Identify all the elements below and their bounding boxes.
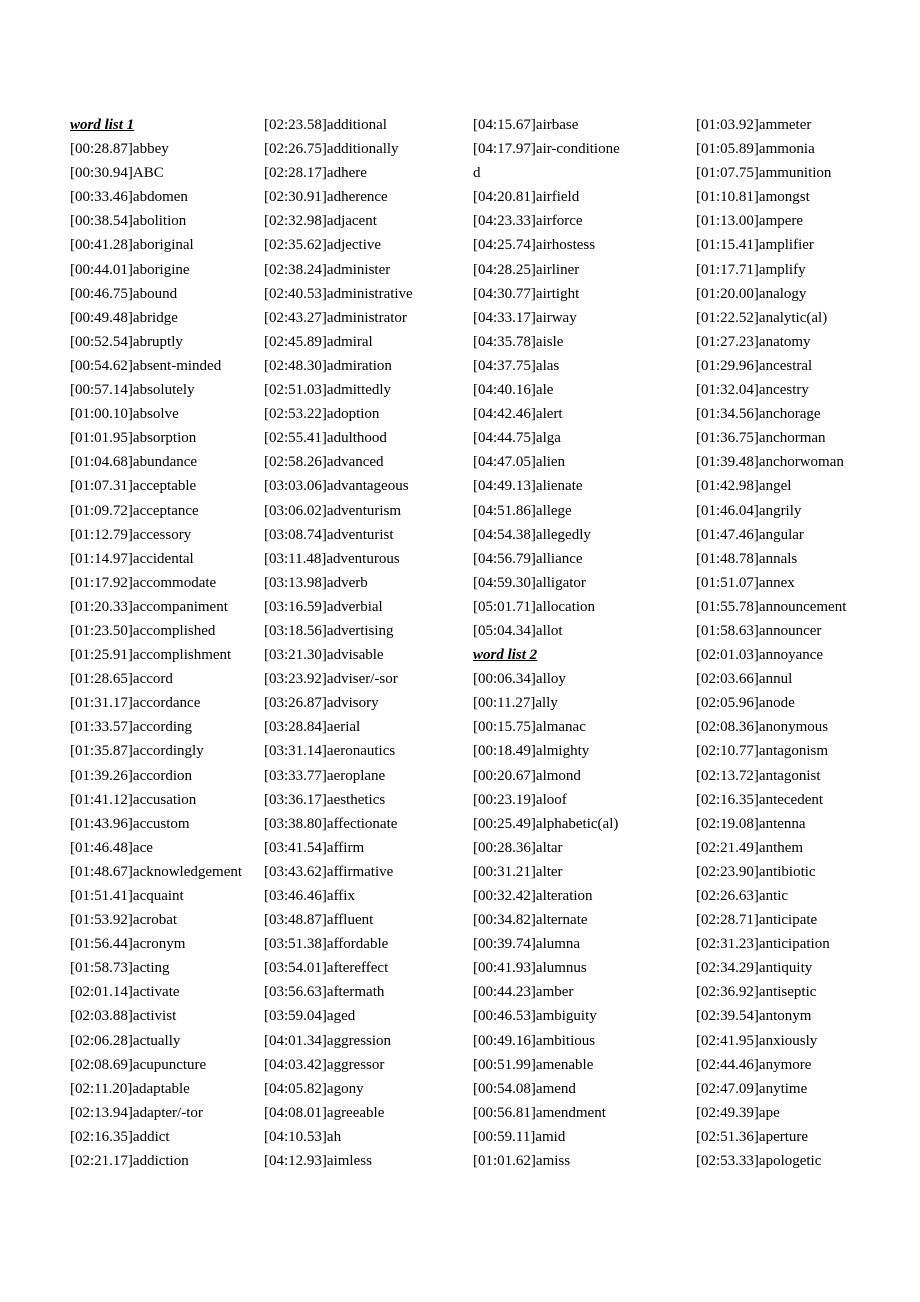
word-entry: [02:16.35]antecedent xyxy=(696,791,824,808)
word-entry: [02:23.90]antibiotic xyxy=(696,863,816,880)
word-entry: [04:30.77]airtight xyxy=(473,285,580,302)
word-entry: [03:21.30]advisable xyxy=(264,647,384,664)
word-entry: [04:40.16]ale xyxy=(473,382,554,399)
word-entry: [01:27.23]anatomy xyxy=(696,333,811,350)
word-entry: [01:10.81]amongst xyxy=(696,189,810,206)
word-entry: [02:21.49]anthem xyxy=(696,839,804,856)
word-entry: [00:44.23]amber xyxy=(473,984,574,1001)
word-entry: [01:48.78]annals xyxy=(696,550,798,567)
word-entry: [02:28.17]adhere xyxy=(264,165,367,182)
word-entry: [03:51.38]affordable xyxy=(264,936,389,953)
word-entry: [01:58.73]acting xyxy=(70,960,170,977)
word-entry: [04:10.53]ah xyxy=(264,1128,342,1145)
word-entry: [00:32.42]alteration xyxy=(473,888,593,904)
word-entry: [01:32.04]ancestry xyxy=(696,382,809,399)
word-entry: [01:33.57]according xyxy=(70,719,193,736)
word-entry: [02:13.94]adapter/-tor xyxy=(70,1104,203,1121)
word-entry: [03:06.02]adventurism xyxy=(264,502,402,519)
word-column-4 xyxy=(696,113,846,1173)
word-entry: [03:13.98]adverb xyxy=(264,574,368,591)
word-entry: [00:49.48]abridge xyxy=(70,309,178,326)
word-entry: [01:23.50]accomplished xyxy=(70,622,216,639)
word-entry: [02:58.26]advanced xyxy=(264,454,384,471)
word-entry: [00:39.74]alumna xyxy=(473,936,581,953)
word-entry: [01:15.41]amplifier xyxy=(696,237,814,254)
word-entry: [01:07.31]acceptable xyxy=(70,478,197,495)
word-entry: [01:07.75]ammunition xyxy=(696,165,832,182)
word-entry: [03:16.59]adverbial xyxy=(264,598,383,615)
word-entry: [01:58.63]announcer xyxy=(696,622,822,639)
word-entry: [01:05.89]ammonia xyxy=(696,141,815,158)
word-entry: [01:53.92]acrobat xyxy=(70,912,178,929)
word-entry: [02:45.89]admiral xyxy=(264,333,373,350)
word-entry: [04:12.93]aimless xyxy=(264,1153,372,1170)
word-entry: [00:44.01]aborigine xyxy=(70,261,190,278)
word-entry: [01:28.65]accord xyxy=(70,671,173,688)
word-entry: [02:36.92]antiseptic xyxy=(696,984,817,1001)
word-entry: [00:30.94]ABC xyxy=(70,165,164,182)
word-entry: [00:06.34]alloy xyxy=(473,671,566,688)
word-entry: [01:20.00]analogy xyxy=(696,285,807,302)
word-entry: [03:31.14]aeronautics xyxy=(264,743,396,760)
word-entry: [01:14.97]accidental xyxy=(70,550,194,567)
word-entry: [01:20.33]accompaniment xyxy=(70,598,228,615)
word-entry: [02:39.54]antonym xyxy=(696,1008,812,1025)
word-entry: [02:47.09]anytime xyxy=(696,1080,808,1097)
word-entry: [00:25.49]alphabetic(al) xyxy=(473,815,619,832)
word-entry: [00:54.62]absent-minded xyxy=(70,357,222,374)
word-entry: [03:08.74]adventurist xyxy=(264,526,394,543)
word-entry: [01:34.56]anchorage xyxy=(696,406,821,423)
word-entry: [02:01.14]activate xyxy=(70,984,180,1001)
word-entry: [02:49.39]ape xyxy=(696,1104,780,1121)
word-entry: [02:38.24]administer xyxy=(264,261,391,278)
word-entry: [04:15.67]airbase xyxy=(473,117,579,133)
word-entry: [05:04.34]allot xyxy=(473,622,563,639)
word-entry: [01:46.04]angrily xyxy=(696,502,802,519)
word-entry: [02:11.20]adaptable xyxy=(70,1080,190,1097)
word-entry: [02:08.36]anonymous xyxy=(696,719,829,736)
word-entry: [03:38.80]affectionate xyxy=(264,815,398,832)
word-entry: [03:26.87]advisory xyxy=(264,695,379,712)
word-entry: [02:44.46]anymore xyxy=(696,1056,812,1073)
word-entry: [03:48.87]affluent xyxy=(264,912,374,929)
word-entry: [04:23.33]airforce xyxy=(473,213,583,230)
word-entry: [04:37.75]alas xyxy=(473,357,560,374)
word-entry: [02:48.30]admiration xyxy=(264,357,392,374)
word-entry: [04:01.34]aggression xyxy=(264,1032,392,1049)
word-entry: [01:51.07]annex xyxy=(696,574,795,591)
word-entry: [03:23.92]adviser/-sor xyxy=(264,671,398,688)
word-entry: [02:06.28]actually xyxy=(70,1032,181,1049)
word-entry: [04:56.79]alliance xyxy=(473,550,583,567)
word-entry: [03:36.17]aesthetics xyxy=(264,791,386,808)
word-entry: [03:11.48]adventurous xyxy=(264,550,400,567)
word-entry: [03:56.63]aftermath xyxy=(264,984,385,1001)
word-entry: [00:49.16]ambitious xyxy=(473,1032,596,1049)
word-entry: [01:43.96]accustom xyxy=(70,815,190,832)
word-entry: [01:00.10]absolve xyxy=(70,406,179,423)
word-entry: [00:11.27]ally xyxy=(473,695,558,712)
word-entry: [00:31.21]alter xyxy=(473,863,563,880)
word-column-2 xyxy=(264,113,413,1173)
word-entry: [02:41.95]anxiously xyxy=(696,1032,818,1049)
word-entry: [01:42.98]angel xyxy=(696,478,792,495)
word-entry: [04:33.17]airway xyxy=(473,309,577,326)
word-entry: [01:01.62]amiss xyxy=(473,1153,571,1170)
word-entry: [04:35.78]aisle xyxy=(473,333,564,350)
word-entry: [01:09.72]acceptance xyxy=(70,502,199,519)
word-entry: [01:39.26]accordion xyxy=(70,767,193,784)
word-entry: [02:35.62]adjective xyxy=(264,237,382,254)
word-entry: [01:13.00]ampere xyxy=(696,213,804,230)
word-entry: [02:51.03]admittedly xyxy=(264,382,392,399)
word-entry: [02:28.71]anticipate xyxy=(696,912,818,929)
word-entry: [04:51.86]allege xyxy=(473,502,572,519)
word-entry: [04:44.75]alga xyxy=(473,430,561,447)
word-entry: [04:47.05]alien xyxy=(473,454,566,471)
word-entry: [01:12.79]accessory xyxy=(70,526,192,543)
word-column-3 xyxy=(473,113,620,1173)
word-entry: [04:25.74]airhostess xyxy=(473,237,596,254)
word-entry: [02:31.23]anticipation xyxy=(696,936,830,953)
word-entry: [00:46.75]abound xyxy=(70,285,178,302)
word-entry: [03:54.01]aftereffect xyxy=(264,960,389,977)
word-entry: [01:03.92]ammeter xyxy=(696,117,812,133)
word-entry: [02:26.63]antic xyxy=(696,888,789,904)
word-entry: [00:20.67]almond xyxy=(473,767,581,784)
word-entry: [02:13.72]antagonist xyxy=(696,767,821,784)
word-entry: [02:10.77]antagonism xyxy=(696,743,829,760)
word-entry: [02:19.08]antenna xyxy=(696,815,806,832)
word-entry: [02:08.69]acupuncture xyxy=(70,1056,207,1073)
word-list-heading: word list 2 xyxy=(473,647,538,664)
word-column-1 xyxy=(70,113,242,1173)
word-entry: [00:52.54]abruptly xyxy=(70,333,183,350)
word-entry: [04:54.38]allegedly xyxy=(473,526,591,543)
word-entry: [00:54.08]amend xyxy=(473,1080,576,1097)
word-entry: [04:28.25]airliner xyxy=(473,261,580,278)
word-entry: [02:16.35]addict xyxy=(70,1128,170,1145)
word-entry: [00:59.11]amid xyxy=(473,1128,566,1145)
word-entry: [00:41.28]aboriginal xyxy=(70,237,194,254)
word-entry: [02:53.33]apologetic xyxy=(696,1153,822,1170)
word-entry: [02:51.36]aperture xyxy=(696,1128,809,1145)
word-entry: [01:22.52]analytic(al) xyxy=(696,309,828,326)
word-entry: [01:41.12]accusation xyxy=(70,791,197,808)
word-entry: [02:40.53]administrative xyxy=(264,285,413,302)
word-entry: [02:21.17]addiction xyxy=(70,1153,189,1170)
word-entry: [03:43.62]affirmative xyxy=(264,863,394,880)
word-entry: [01:51.41]acquaint xyxy=(70,888,184,904)
word-entry: [00:33.46]abdomen xyxy=(70,189,188,206)
word-entry: [04:42.46]alert xyxy=(473,406,563,423)
word-entry: [03:46.46]affix xyxy=(264,888,355,904)
word-entry: [01:04.68]abundance xyxy=(70,454,198,471)
word-entry: [03:03.06]advantageous xyxy=(264,478,409,495)
word-entry: [02:05.96]anode xyxy=(696,695,795,712)
word-entry: [03:33.77]aeroplane xyxy=(264,767,386,784)
word-entry: [00:56.81]amendment xyxy=(473,1104,606,1121)
word-entry: [01:55.78]announcement xyxy=(696,598,847,615)
word-entry: [00:15.75]almanac xyxy=(473,719,586,736)
word-entry: [03:41.54]affirm xyxy=(264,839,365,856)
word-entry: [04:49.13]alienate xyxy=(473,478,583,495)
word-list-heading: word list 1 xyxy=(70,117,135,133)
word-entry: [00:46.53]ambiguity xyxy=(473,1008,597,1025)
word-entry: [02:53.22]adoption xyxy=(264,406,380,423)
word-entry: d xyxy=(473,165,481,182)
word-entry: [00:41.93]alumnus xyxy=(473,960,587,977)
word-entry: [03:59.04]aged xyxy=(264,1008,356,1025)
word-entry: [01:36.75]anchorman xyxy=(696,430,826,447)
word-entry: [02:43.27]administrator xyxy=(264,309,407,326)
word-entry: [04:17.97]air-conditione xyxy=(473,141,620,158)
word-entry: [01:39.48]anchorwoman xyxy=(696,454,844,471)
word-entry: [00:34.82]alternate xyxy=(473,912,588,929)
word-entry: [02:34.29]antiquity xyxy=(696,960,813,977)
word-entry: [02:26.75]additionally xyxy=(264,141,399,158)
word-entry: [01:35.87]accordingly xyxy=(70,743,204,760)
word-entry: [00:28.36]altar xyxy=(473,839,563,856)
word-entry: [04:59.30]alligator xyxy=(473,574,586,591)
word-entry: [00:51.99]amenable xyxy=(473,1056,594,1073)
word-entry: [01:01.95]absorption xyxy=(70,430,197,447)
word-entry: [01:31.17]accordance xyxy=(70,695,201,712)
word-entry: [04:03.42]aggressor xyxy=(264,1056,385,1073)
word-entry: [05:01.71]allocation xyxy=(473,598,596,615)
word-entry: [02:32.98]adjacent xyxy=(264,213,377,230)
word-entry: [01:47.46]angular xyxy=(696,526,804,543)
word-entry: [00:18.49]almighty xyxy=(473,743,590,760)
word-entry: [01:56.44]acronym xyxy=(70,936,186,953)
word-entry: [04:08.01]agreeable xyxy=(264,1104,385,1121)
word-entry: [00:23.19]aloof xyxy=(473,791,567,808)
word-entry: [02:55.41]adulthood xyxy=(264,430,387,447)
word-entry: [02:30.91]adherence xyxy=(264,189,388,206)
word-entry: [01:17.71]amplify xyxy=(696,261,806,278)
word-entry: [01:17.92]accommodate xyxy=(70,574,217,591)
word-entry: [01:46.48]ace xyxy=(70,839,153,856)
word-entry: [00:38.54]abolition xyxy=(70,213,187,230)
word-entry: [00:57.14]absolutely xyxy=(70,382,195,399)
word-entry: [02:01.03]annoyance xyxy=(696,647,824,664)
word-entry: [04:05.82]agony xyxy=(264,1080,364,1097)
word-entry: [04:20.81]airfield xyxy=(473,189,580,206)
word-entry: [03:28.84]aerial xyxy=(264,719,361,736)
word-entry: [02:23.58]additional xyxy=(264,117,387,133)
word-entry: [01:29.96]ancestral xyxy=(696,357,813,374)
word-entry: [03:18.56]advertising xyxy=(264,622,394,639)
word-entry: [00:28.87]abbey xyxy=(70,141,169,158)
word-entry: [02:03.88]activist xyxy=(70,1008,177,1025)
word-entry: [02:03.66]annul xyxy=(696,671,793,688)
word-entry: [01:25.91]accomplishment xyxy=(70,647,232,664)
word-entry: [01:48.67]acknowledgement xyxy=(70,863,243,880)
